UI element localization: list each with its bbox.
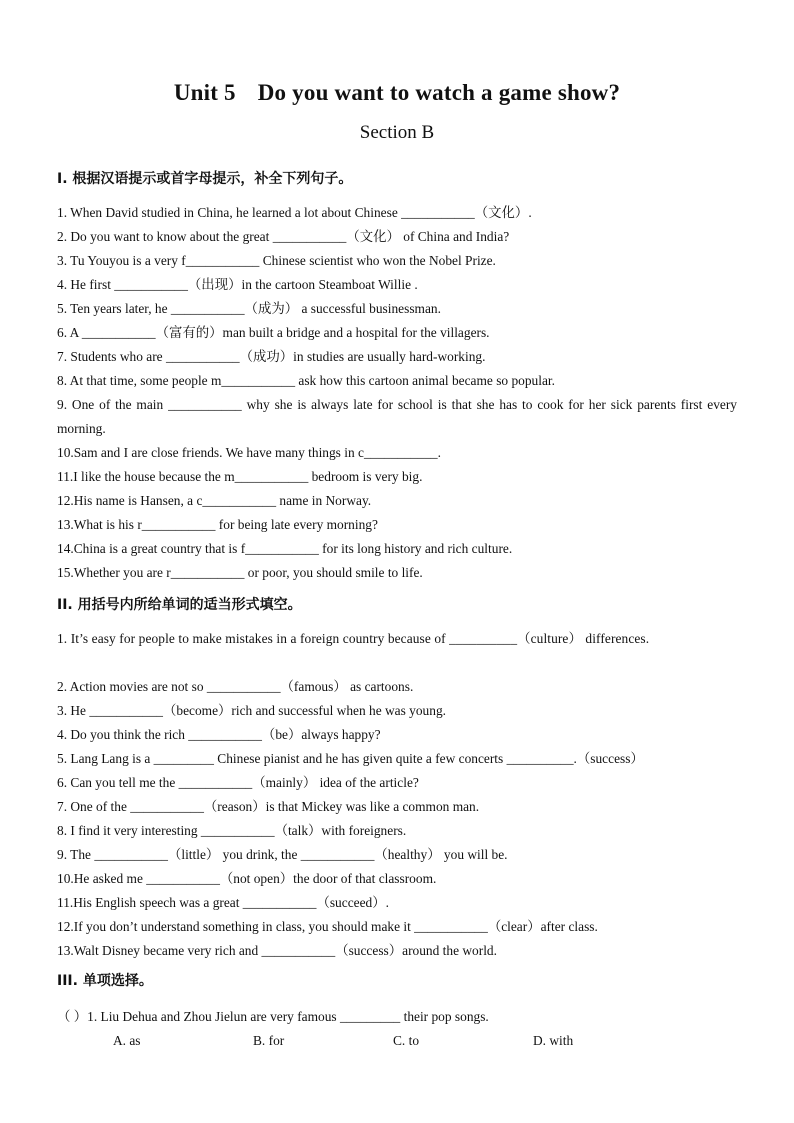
list-item: 1. When David studied in China, he learned a lot about Chinese ___________（文化）. <box>57 205 532 220</box>
list-item: 3. He ___________（become）rich and successful when he was young. <box>57 703 446 718</box>
list-item: 5. Lang Lang is a _________ Chinese pianist and he has given quite a few concerts __________.（success） <box>57 751 644 766</box>
list-item: 2. Action movies are not so ___________（famous） as cartoons. <box>57 679 414 694</box>
option-d: D. with <box>533 1033 574 1048</box>
page-title <box>0 80 794 106</box>
section-1-heading: I. 根据汉语提示或首字母提示，补全下列句子。 <box>57 171 353 187</box>
list-item: 12.His name is Hansen, a c___________ name in Norway. <box>57 493 372 508</box>
list-item: 14.China is a great country that is f___________ for its long history and rich culture. <box>57 541 513 556</box>
answer-options <box>57 1029 747 1053</box>
section-subtitle: Section B <box>359 122 435 143</box>
list-item: 13.What is his r___________ for being late every morning? <box>57 517 378 532</box>
list-item: 5. Ten years later, he ___________（成为） a successful businessman. <box>57 301 441 316</box>
list-item: 3. Tu Youyou is a very f___________ Chinese scientist who won the Nobel Prize. <box>57 253 496 268</box>
list-item: 11.His English speech was a great ___________（succeed）. <box>57 895 389 910</box>
question-text: （ ）1. Liu Dehua and Zhou Jielun are very famous _________ their pop songs. <box>57 1009 489 1024</box>
unit-label: Unit 5 <box>173 80 236 105</box>
option-b: B. for <box>253 1033 285 1048</box>
list-item: 8. At that time, some people m___________ ask how this cartoon animal became so popular. <box>57 373 555 388</box>
list-item: 1. It’s easy for people to make mistakes in a foreign country because of __________（culture） differences. <box>57 631 650 646</box>
section-1-list <box>57 201 737 585</box>
section-3-heading: III. 单项选择。 <box>57 973 153 989</box>
option-a: A. as <box>113 1033 141 1048</box>
list-item: 9. The ___________（little） you drink, the ___________（healthy） you will be. <box>57 847 508 862</box>
list-item: 4. He first ___________（出现）in the cartoon Steamboat Willie . <box>57 277 418 292</box>
section-2-heading: II. 用括号内所给单词的适当形式填空。 <box>57 597 302 613</box>
list-item: 11.I like the house because the m___________ bedroom is very big. <box>57 469 423 484</box>
list-item: 7. One of the ___________（reason）is that Mickey was like a common man. <box>57 799 480 814</box>
list-item: 13.Walt Disney became very rich and ___________（success）around the world. <box>57 943 497 958</box>
list-item: 10.Sam and I are close friends. We have many things in c___________. <box>57 445 441 460</box>
list-item: 2. Do you want to know about the great ___________（文化） of China and India? <box>57 229 510 244</box>
list-item: 15.Whether you are r___________ or poor, you should smile to life. <box>57 565 423 580</box>
unit-title: Do you want to watch a game show? <box>257 80 621 105</box>
list-item: 6. Can you tell me the ___________（mainly） idea of the article? <box>57 775 419 790</box>
list-item: 7. Students who are ___________（成功）in studies are usually hard-working. <box>57 349 486 364</box>
list-item: 8. I find it very interesting ___________（talk）with foreigners. <box>57 823 407 838</box>
list-item: 6. A ___________（富有的）man built a bridge and a hospital for the villagers. <box>57 325 490 340</box>
list-item: 4. Do you think the rich ___________（be）always happy? <box>57 727 381 742</box>
list-item: 9. One of the main ___________ why she is always late for school is that she has to cook for her sick parents first every morning. <box>57 397 737 436</box>
multiple-choice-question <box>57 1005 747 1053</box>
section-2-list <box>57 627 737 963</box>
list-item: 10.He asked me ___________（not open）the door of that classroom. <box>57 871 437 886</box>
option-c: C. to <box>393 1033 420 1048</box>
list-item: 12.If you don’t understand something in class, you should make it ___________（clear）after class. <box>57 919 598 934</box>
